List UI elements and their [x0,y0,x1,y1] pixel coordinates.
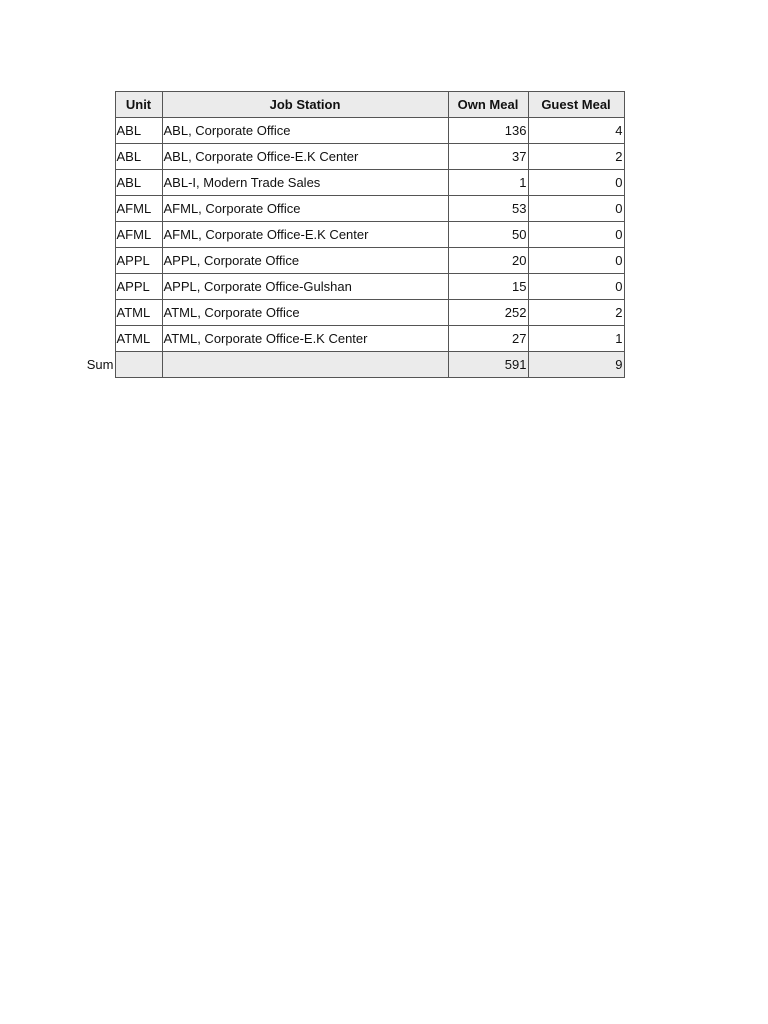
cell-guest-meal: 1 [528,326,624,352]
sum-row [80,352,624,378]
cell-unit: ATML [115,326,162,352]
table-row [80,118,624,144]
cell-own-meal: 20 [448,248,528,274]
cell-unit: APPL [115,248,162,274]
cell-job-station: ATML, Corporate Office-E.K Center [162,326,448,352]
cell-guest-meal: 0 [528,196,624,222]
spreadsheet-page [80,91,625,378]
cell-job-station: AFML, Corporate Office [162,196,448,222]
sum-cell-job-station-empty [162,352,448,378]
row-label-spacer [80,170,115,196]
cell-guest-meal: 0 [528,248,624,274]
row-label-spacer [80,92,115,118]
cell-unit: ABL [115,144,162,170]
cell-job-station: AFML, Corporate Office-E.K Center [162,222,448,248]
cell-guest-meal: 2 [528,300,624,326]
cell-own-meal: 50 [448,222,528,248]
meal-summary-table [80,91,625,378]
table-row [80,248,624,274]
cell-guest-meal: 2 [528,144,624,170]
header-row [80,92,624,118]
table-row [80,300,624,326]
sum-label: Sum [86,357,114,372]
row-label-spacer [80,248,115,274]
cell-guest-meal: 0 [528,222,624,248]
cell-own-meal: 1 [448,170,528,196]
cell-job-station: ABL-I, Modern Trade Sales [162,170,448,196]
row-label-spacer [80,326,115,352]
cell-own-meal: 15 [448,274,528,300]
row-label-spacer [80,300,115,326]
row-label-spacer [80,196,115,222]
header-guest-meal: Guest Meal [528,92,624,118]
header-job-station: Job Station [162,92,448,118]
sum-cell-unit-empty [115,352,162,378]
cell-job-station: APPL, Corporate Office-Gulshan [162,274,448,300]
row-label-spacer [80,118,115,144]
cell-job-station: ABL, Corporate Office [162,118,448,144]
table-row [80,144,624,170]
cell-job-station: APPL, Corporate Office [162,248,448,274]
table-row [80,274,624,300]
header-unit: Unit [115,92,162,118]
cell-own-meal: 136 [448,118,528,144]
cell-unit: AFML [115,222,162,248]
table-row [80,222,624,248]
row-label-spacer [80,222,115,248]
cell-unit: ABL [115,118,162,144]
cell-own-meal: 27 [448,326,528,352]
cell-job-station: ATML, Corporate Office [162,300,448,326]
table-row [80,196,624,222]
cell-job-station: ABL, Corporate Office-E.K Center [162,144,448,170]
cell-unit: ATML [115,300,162,326]
cell-own-meal: 53 [448,196,528,222]
cell-guest-meal: 4 [528,118,624,144]
row-label-spacer [80,144,115,170]
row-label-spacer [80,274,115,300]
table-row [80,326,624,352]
sum-own-meal: 591 [448,352,528,378]
sum-guest-meal: 9 [528,352,624,378]
table-row [80,170,624,196]
cell-own-meal: 37 [448,144,528,170]
cell-unit: APPL [115,274,162,300]
cell-guest-meal: 0 [528,170,624,196]
cell-guest-meal: 0 [528,274,624,300]
header-own-meal: Own Meal [448,92,528,118]
cell-unit: ABL [115,170,162,196]
cell-unit: AFML [115,196,162,222]
cell-own-meal: 252 [448,300,528,326]
